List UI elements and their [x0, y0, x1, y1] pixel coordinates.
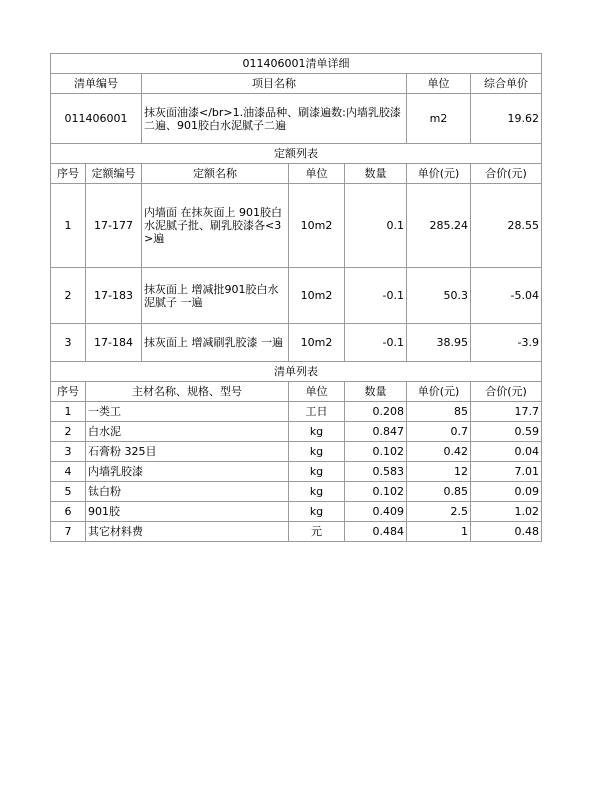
- quota-header-total: 合价(元): [471, 164, 542, 184]
- header-name: 项目名称: [142, 74, 407, 94]
- material-price: 0.42: [407, 442, 471, 462]
- quota-no: 1: [51, 184, 86, 268]
- material-name: 901胶: [86, 502, 289, 522]
- material-no: 3: [51, 442, 86, 462]
- quota-row: [51, 184, 542, 268]
- material-unit: kg: [289, 502, 345, 522]
- quota-code: 17-184: [86, 324, 142, 362]
- quota-total: -3.9: [471, 324, 542, 362]
- material-name: 钛白粉: [86, 482, 289, 502]
- quota-unit: 10m2: [289, 268, 345, 324]
- material-total: 1.02: [471, 502, 542, 522]
- material-row: [51, 422, 542, 442]
- material-unit: kg: [289, 462, 345, 482]
- quota-no: 2: [51, 268, 86, 324]
- material-unit: 工日: [289, 402, 345, 422]
- title-row: [51, 54, 542, 74]
- quota-qty: -0.1: [345, 324, 407, 362]
- material-no: 4: [51, 462, 86, 482]
- material-no: 5: [51, 482, 86, 502]
- material-qty: 0.409: [345, 502, 407, 522]
- material-row: [51, 402, 542, 422]
- quota-row: [51, 268, 542, 324]
- bill-header-row: [51, 74, 542, 94]
- bill-item-row: [51, 94, 542, 144]
- quota-no: 3: [51, 324, 86, 362]
- quota-name: 抹灰面上 增减刷乳胶漆 一遍: [142, 324, 289, 362]
- quota-code: 17-183: [86, 268, 142, 324]
- quota-qty: 0.1: [345, 184, 407, 268]
- material-row: [51, 462, 542, 482]
- quota-unit: 10m2: [289, 324, 345, 362]
- material-qty: 0.208: [345, 402, 407, 422]
- quota-header-qty: 数量: [345, 164, 407, 184]
- material-name: 一类工: [86, 402, 289, 422]
- material-total: 0.48: [471, 522, 542, 542]
- material-total: 7.01: [471, 462, 542, 482]
- quota-price: 38.95: [407, 324, 471, 362]
- material-price: 12: [407, 462, 471, 482]
- material-no: 2: [51, 422, 86, 442]
- quota-section-row: [51, 144, 542, 164]
- material-qty: 0.484: [345, 522, 407, 542]
- material-qty: 0.847: [345, 422, 407, 442]
- quota-unit: 10m2: [289, 184, 345, 268]
- material-price: 0.85: [407, 482, 471, 502]
- material-name: 内墙乳胶漆: [86, 462, 289, 482]
- quota-section-title: 定额列表: [51, 144, 542, 164]
- material-price: 0.7: [407, 422, 471, 442]
- item-price: 19.62: [471, 94, 542, 144]
- material-price: 85: [407, 402, 471, 422]
- materials-header-price: 单价(元): [407, 382, 471, 402]
- quota-header-price: 单价(元): [407, 164, 471, 184]
- material-qty: 0.102: [345, 482, 407, 502]
- material-total: 17.7: [471, 402, 542, 422]
- material-no: 7: [51, 522, 86, 542]
- materials-header-row: [51, 382, 542, 402]
- quota-price: 50.3: [407, 268, 471, 324]
- quota-header-no: 序号: [51, 164, 86, 184]
- material-price: 2.5: [407, 502, 471, 522]
- quota-price: 285.24: [407, 184, 471, 268]
- material-unit: kg: [289, 422, 345, 442]
- material-qty: 0.583: [345, 462, 407, 482]
- item-unit: m2: [407, 94, 471, 144]
- material-total: 0.09: [471, 482, 542, 502]
- quota-total: 28.55: [471, 184, 542, 268]
- quota-total: -5.04: [471, 268, 542, 324]
- materials-section-row: [51, 362, 542, 382]
- quota-qty: -0.1: [345, 268, 407, 324]
- material-qty: 0.102: [345, 442, 407, 462]
- material-price: 1: [407, 522, 471, 542]
- quota-code: 17-177: [86, 184, 142, 268]
- header-unit: 单位: [407, 74, 471, 94]
- material-unit: kg: [289, 442, 345, 462]
- quota-header-unit: 单位: [289, 164, 345, 184]
- materials-header-no: 序号: [51, 382, 86, 402]
- header-code: 清单编号: [51, 74, 142, 94]
- item-code: 011406001: [51, 94, 142, 144]
- material-row: [51, 482, 542, 502]
- material-name: 石膏粉 325目: [86, 442, 289, 462]
- material-no: 6: [51, 502, 86, 522]
- header-price: 综合单价: [471, 74, 542, 94]
- sheet-title: 011406001清单详细: [51, 54, 542, 74]
- quota-name: 内墙面 在抹灰面上 901胶白水泥腻子批、刷乳胶漆各<3>遍: [142, 184, 289, 268]
- materials-section-title: 清单列表: [51, 362, 542, 382]
- materials-header-qty: 数量: [345, 382, 407, 402]
- material-name: 其它材料费: [86, 522, 289, 542]
- material-row: [51, 442, 542, 462]
- material-name: 白水泥: [86, 422, 289, 442]
- material-total: 0.04: [471, 442, 542, 462]
- material-unit: kg: [289, 482, 345, 502]
- quota-header-name: 定额名称: [142, 164, 289, 184]
- quota-header-code: 定额编号: [86, 164, 142, 184]
- material-no: 1: [51, 402, 86, 422]
- material-row: [51, 522, 542, 542]
- material-row: [51, 502, 542, 522]
- quota-header-row: [51, 164, 542, 184]
- quota-name: 抹灰面上 增减批901胶白水泥腻子 一遍: [142, 268, 289, 324]
- bill-detail-table: [50, 53, 542, 542]
- item-name: 抹灰面油漆</br>1.油漆品种、刷漆遍数:内墙乳胶漆二遍、901胶白水泥腻子二遍: [142, 94, 407, 144]
- materials-header-total: 合价(元): [471, 382, 542, 402]
- materials-header-unit: 单位: [289, 382, 345, 402]
- quota-row: [51, 324, 542, 362]
- materials-header-name: 主材名称、规格、型号: [86, 382, 289, 402]
- material-total: 0.59: [471, 422, 542, 442]
- material-unit: 元: [289, 522, 345, 542]
